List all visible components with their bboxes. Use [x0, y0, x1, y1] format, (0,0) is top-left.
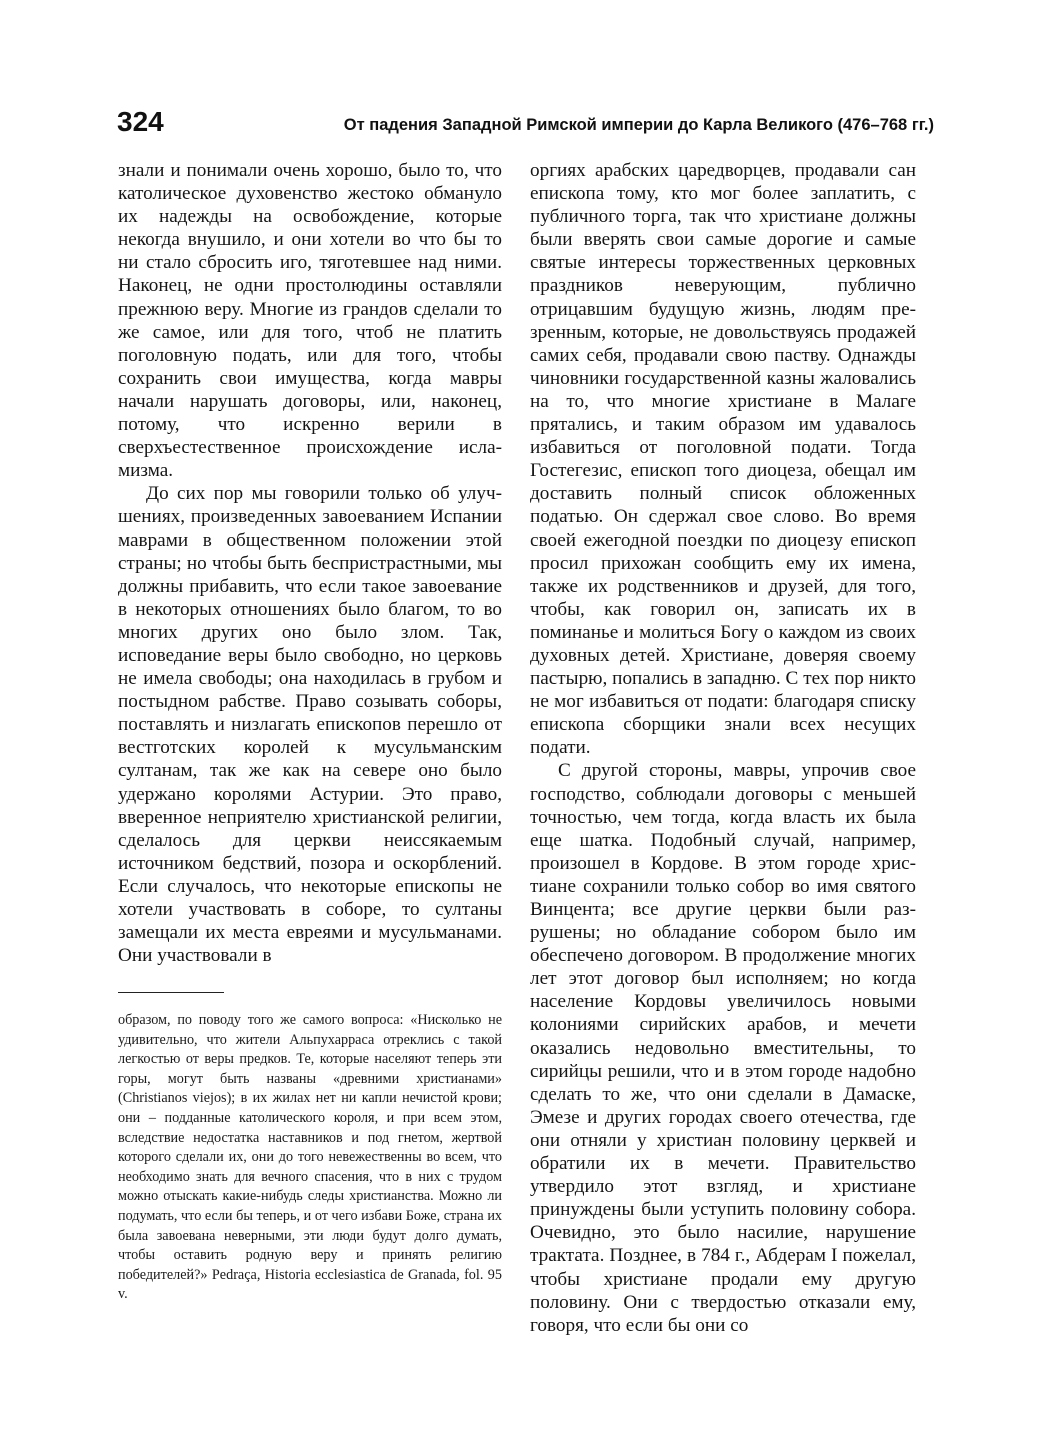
- right-paragraph-2: С другой стороны, мавры, упрочив свое господство, соблюдали договоры с меньшей точностью, чем тогда, когда власть их была еще шатка. Подобный случай, например, произошел в Кордове. В этом городе христиане сохранили только собор во имя святого Винцента; все другие церкви были разрушены; но обладание собором было им обеспечено договором. В продолжение многих лет этот договор был исполняем; но когда население Кордовы увеличилось новыми колониями сирийских арабов, и мечети оказались недовольно вместительны, то сирийцы решили, что и в этом городе надобно сделать то же, что они сделали в Дамаске, Эмезе и других городах своего отечества, где они отняли у христиан половину церквей и обратили их в мечети. Правительство утвердило этот взгляд, и христиане принуждены были уступить половину собора. Очевидно, это было насилие, нарушение трактата. Позднее, в 784 г., Абдерам I пожелал, чтобы христиане продали ему другую половину. Они с твердостью отказали ему, говоря, что если бы они со: [530, 760, 916, 1336]
- left-column: [118, 159, 502, 967]
- left-paragraph-2: До сих пор мы говорили только об улучшениях, произведенных завоеванием Испании маврами в общественном положении этой страны; но чтобы быть беспристрастными, мы должны прибавить, что если такое завоевание в некоторых отношениях было благом, то во многих других оно было злом. Так, исповедание веры было свободно, но церковь не имела свободы; она находилась в грубом и постыдном рабстве. Право созывать соборы, поставлять и низлагать епископов перешло от вестготских королей к мусульманским султанам, так же как на севере оно было удержано королями Астурии. Это право, вверенное неприятелю христианской религии, сделалось для церкви неиссякаемым источником бедствий, позора и оскорблений. Если случалось, что некоторые епископы не хотели участвовать в соборе, то султаны замещали их места евреями и мусульманами. Они участвовали в: [118, 483, 502, 967]
- left-paragraph-1: знали и понимали очень хорошо, было то, что католическое духовенство жестоко обмануло их надежды на освобождение, которые некогда внушило, и они хотели во что бы то ни стало сбросить иго, тяготевшее над ними. Наконец, не одни простолюдины оставляли прежнюю веру. Многие из грандов сделали то же самое, или для того, чтоб не платить поголовную подать, или для того, чтобы сохранить свои имущества, когда мавры начали нарушать договоры, или, наконец, потому, что искренно верили в сверхъестественное происхождение исламизма.: [118, 160, 502, 482]
- footnote: [118, 1011, 502, 1305]
- running-title: От падения Западной Римской империи до Карла Великого (476–768 гг.): [343, 116, 934, 134]
- page-number: 324: [117, 106, 164, 137]
- footnote-text: образом, по поводу того же самого вопроса: «Нисколько не удивительно, что жители Альпухарраса отреклись с такой легкостью от веры предков. Те, которые населяют теперь эти горы, могут быть названы «древними христианами» (Christianos viejos); в их жилах нет ни капли нечистой крови; они – подданные католического короля, и при всем этом, вследствие недостатка наставников и под гнетом, жертвой которого сделали их, они до того невежественны во всем, что необходимо знать для вечного спасения, что в них с трудом можно отыскать какие-нибудь следы христианства. Можно ли подумать, что если бы теперь, и от чего избави Боже, страна их была завоевана неверными, эти люди будут долго думать, чтобы оставить родную веру и принять религию победителей?» Pedraça, Historia ecclesiastica de Granada, fol. 95 v.: [118, 1012, 502, 1303]
- footnote-divider: [118, 992, 224, 993]
- right-paragraph-1: оргиях арабских царедворцев, продавали сан епископа тому, кто мог более заплатить, с публичного торга, так что христиане должны были вверять свои самые дорогие и самые святые интересы торжественных церковных праздников неверующим, публично отрицавшим будущую жизнь, людям презренным, которые, не довольствуясь продажей самих себя, продавали свою паству. Однажды чиновники государственной казны жаловались на то, что многие христиане в Малаге прятались, и таким образом им удавалось избавиться от поголовной подати. Тогда Гостегезис, епископ того диоцеза, обещал им доставить полный список обложенных податью. Он сдержал свое слово. Во время своей ежегодной поездки по диоцезу епископ просил прихожан сообщить ему их имена, также их родственников и друзей, для того, чтобы, как говорил он, записать их в поминанье и молиться Богу о каждом из своих духовных детей. Христиане, доверяя своему пастырю, попались в западню. С тех пор никто не мог избавиться от подати: благодаря списку епископа сборщики знали всех несущих подати.: [530, 160, 916, 759]
- right-column: [530, 159, 916, 1337]
